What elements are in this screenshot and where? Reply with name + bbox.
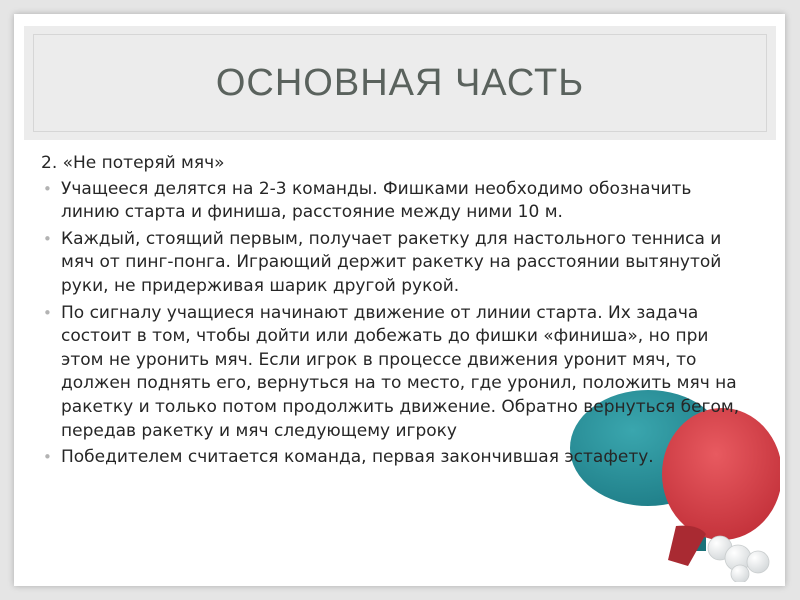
ping-pong-balls [708, 536, 769, 582]
bullet-icon: • [43, 303, 52, 322]
bullet-icon: • [43, 229, 52, 248]
bullet-text: Каждый, стоящий первым, получает ракетку для настольного тенниса и мяч от пинг-понга. Играющий держит ракетку на расстоянии вытянутой руки, не придерживая шарик другой рукой. [61, 228, 722, 296]
slide-body [41, 152, 741, 473]
bullet-item [41, 446, 741, 470]
bullet-item [41, 228, 741, 299]
slide-title: ОСНОВНАЯ ЧАСТЬ [215, 61, 585, 104]
bullet-icon: • [43, 448, 52, 467]
bullet-item [41, 302, 741, 444]
title-frame [33, 34, 767, 132]
title-box [24, 26, 776, 140]
bullet-item [41, 178, 741, 225]
slide [14, 14, 785, 586]
bullet-list [41, 178, 741, 470]
bullet-icon: • [43, 179, 52, 198]
bullet-text: По сигналу учащиеся начинают движение от линии старта. Их задача состоит в том, чтобы дойти или добежать до фишки «финиша», но при этом не уронить мяч. Если игрок в процессе движения уронит мяч, то должен поднять его, вернуться на то место, где уронил, положить мяч на ракетку и только потом продолжить движение. Обратно вернуться бегом, передав ракетку и мяч следующему игроку [61, 302, 740, 441]
section-subtitle: 2. «Не потеряй мяч» [41, 153, 225, 173]
bullet-text: Победителем считается команда, первая закончившая эстафету. [61, 447, 654, 468]
bullet-text: Учащееся делятся на 2-3 команды. Фишками необходимо обозначить линию старта и финиша, расстояние между ними 10 м. [61, 178, 692, 223]
